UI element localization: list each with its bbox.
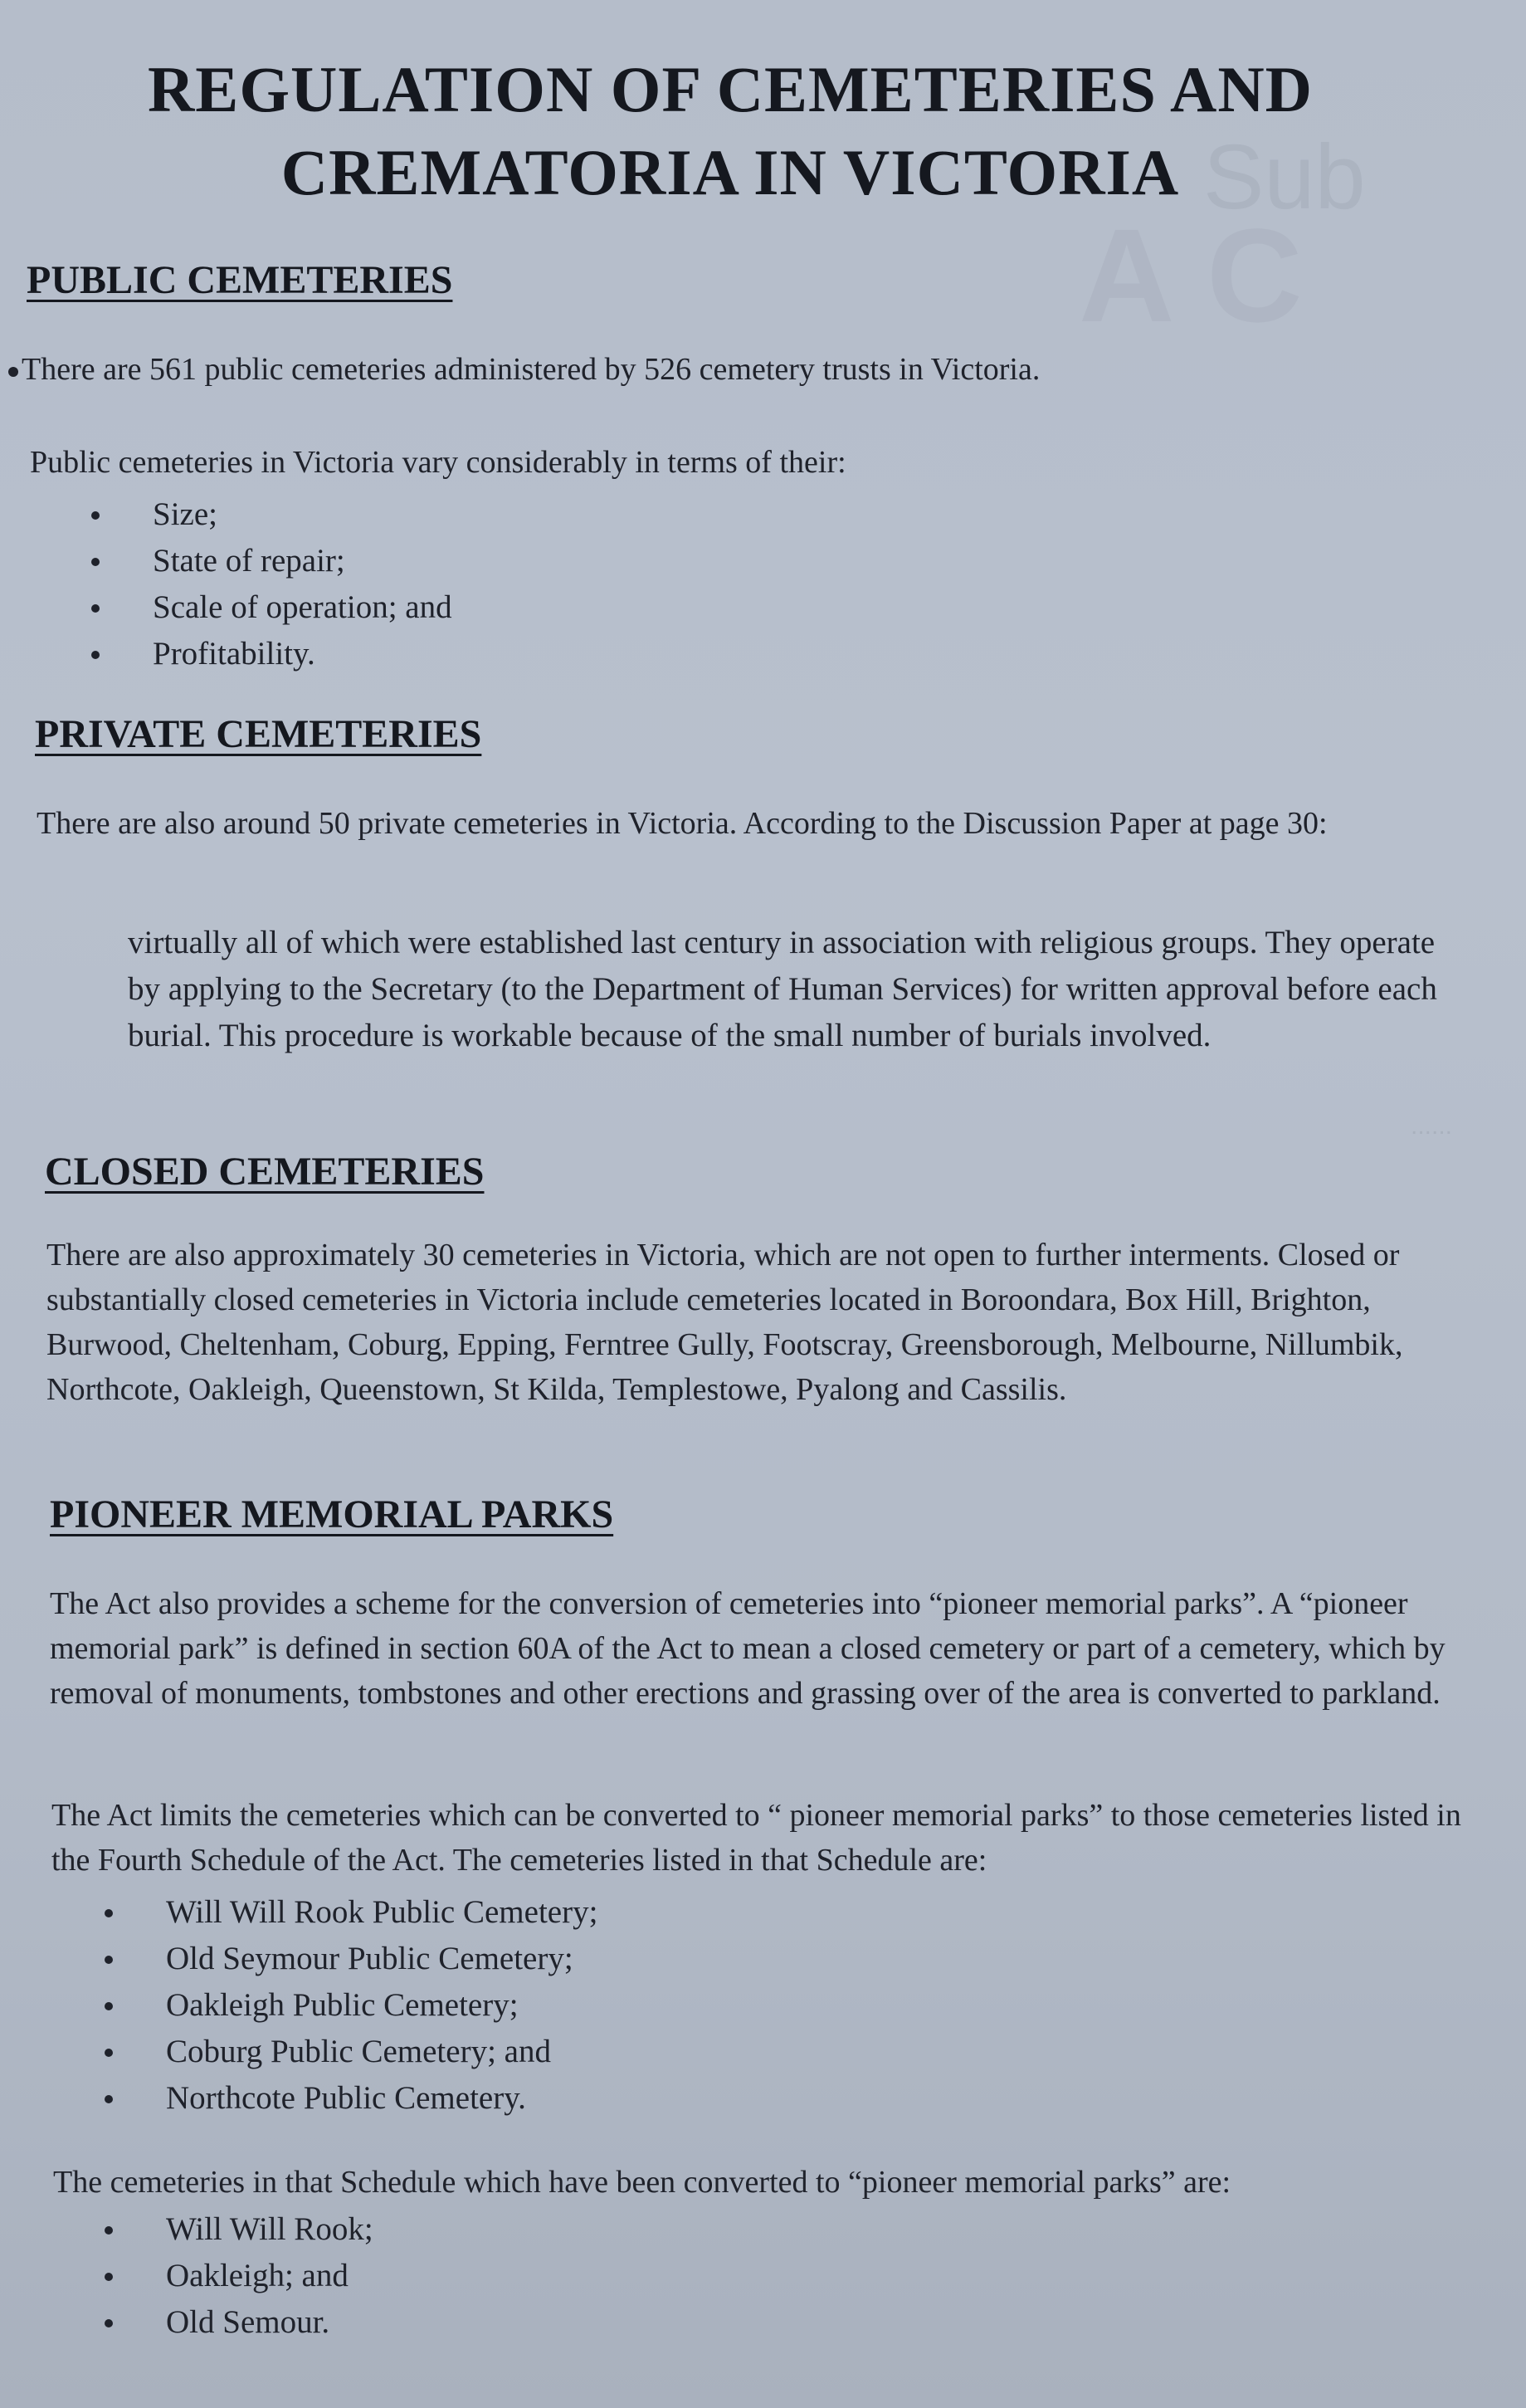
bleed-through-text: ...... bbox=[1411, 1112, 1453, 1140]
pioneer-converted-intro: The cemeteries in that Schedule which have been converted to “pioneer memorial parks” are: bbox=[53, 2165, 1231, 2200]
public-intro bbox=[8, 347, 1485, 392]
section-heading-public: PUBLIC CEMETERIES bbox=[27, 258, 453, 302]
fourth-schedule-list bbox=[100, 1889, 597, 2122]
section-heading-private: PRIVATE CEMETERIES bbox=[35, 712, 482, 756]
private-intro: There are also around 50 private cemeteries in Victoria. According to the Discussion Paper at page 30: bbox=[37, 806, 1328, 841]
bullet-dot bbox=[105, 2226, 113, 2235]
pioneer-schedule-intro: The Act limits the cemeteries which can be converted to “ pioneer memorial parks” to those cemeteries listed in the Fourth Schedule of the Act. The cemeteries listed in that Schedule are: bbox=[51, 1798, 1461, 1878]
list-item: Size; bbox=[86, 491, 452, 538]
bullet-dot bbox=[105, 2273, 113, 2281]
list-item: Old Seymour Public Cemetery; bbox=[100, 1936, 597, 1982]
bleed-through-text: A C bbox=[1079, 201, 1303, 349]
list-item: Coburg Public Cemetery; and bbox=[100, 2029, 597, 2075]
bullet-dot bbox=[91, 604, 100, 613]
converted-parks-list bbox=[100, 2206, 373, 2346]
list-item: Will Will Rook Public Cemetery; bbox=[100, 1889, 597, 1936]
pioneer-definition: The Act also provides a scheme for the conversion of cemeteries into “pioneer memorial parks”. A “pioneer memorial park” is defined in section 60A of the Act to mean a closed cemetery or part of a cemetery, which by removal of monuments, tombstones and other erections and grassing over of the area is converted to parkland. bbox=[50, 1586, 1446, 1711]
public-lead: Public cemeteries in Victoria vary considerably in terms of their: bbox=[30, 445, 846, 480]
bullet-dot bbox=[91, 558, 100, 566]
list-item: Profitability. bbox=[86, 631, 452, 677]
bullet-mark bbox=[8, 367, 18, 377]
private-quote: virtually all of which were established last century in association with religious groups. They operate by applying to the Secretary (to the Department of Human Services) for written approval before each burial. This procedure is workable because of the small number of burials involved. bbox=[128, 925, 1437, 1053]
list-item: Will Will Rook; bbox=[100, 2206, 373, 2253]
list-item: Northcote Public Cemetery. bbox=[100, 2075, 597, 2122]
bullet-dot bbox=[105, 2002, 113, 2010]
public-variation-list bbox=[86, 491, 452, 677]
bullet-dot bbox=[105, 2095, 113, 2103]
bleed-through-text: Sub bbox=[1203, 126, 1366, 228]
list-item: Scale of operation; and bbox=[86, 584, 452, 631]
bullet-dot bbox=[105, 1909, 113, 1917]
section-heading-pioneer: PIONEER MEMORIAL PARKS bbox=[50, 1492, 614, 1536]
list-item: State of repair; bbox=[86, 538, 452, 584]
bullet-dot bbox=[91, 651, 100, 659]
title-line-1: REGULATION OF CEMETERIES AND bbox=[147, 53, 1314, 125]
bullet-dot bbox=[91, 511, 100, 520]
bullet-dot bbox=[105, 1956, 113, 1964]
list-item: Oakleigh; and bbox=[100, 2253, 373, 2299]
bullet-dot bbox=[105, 2319, 113, 2327]
public-intro-text: There are 561 public cemeteries administered by 526 cemetery trusts in Victoria. bbox=[22, 352, 1041, 387]
title-line-2: CREMATORIA IN VICTORIA bbox=[280, 136, 1180, 208]
closed-text: There are also approximately 30 cemeteries in Victoria, which are not open to further interments. Closed or substantially closed cemeteries in Victoria include cemeteries located in Boroondara, Box Hill, Brighton, Burwood, Cheltenham, Coburg, Epping, Ferntree Gully, Footscray, Greensborough, Melbourne, Nillumbik, Northcote, Oakleigh, Queenstown, St Kilda, Templestowe, Pyalong and Cassilis. bbox=[46, 1238, 1403, 1407]
bullet-dot bbox=[105, 2049, 113, 2057]
section-heading-closed: CLOSED CEMETERIES bbox=[45, 1150, 485, 1194]
document-title bbox=[83, 48, 1377, 214]
list-item: Old Semour. bbox=[100, 2299, 373, 2346]
list-item: Oakleigh Public Cemetery; bbox=[100, 1982, 597, 2029]
